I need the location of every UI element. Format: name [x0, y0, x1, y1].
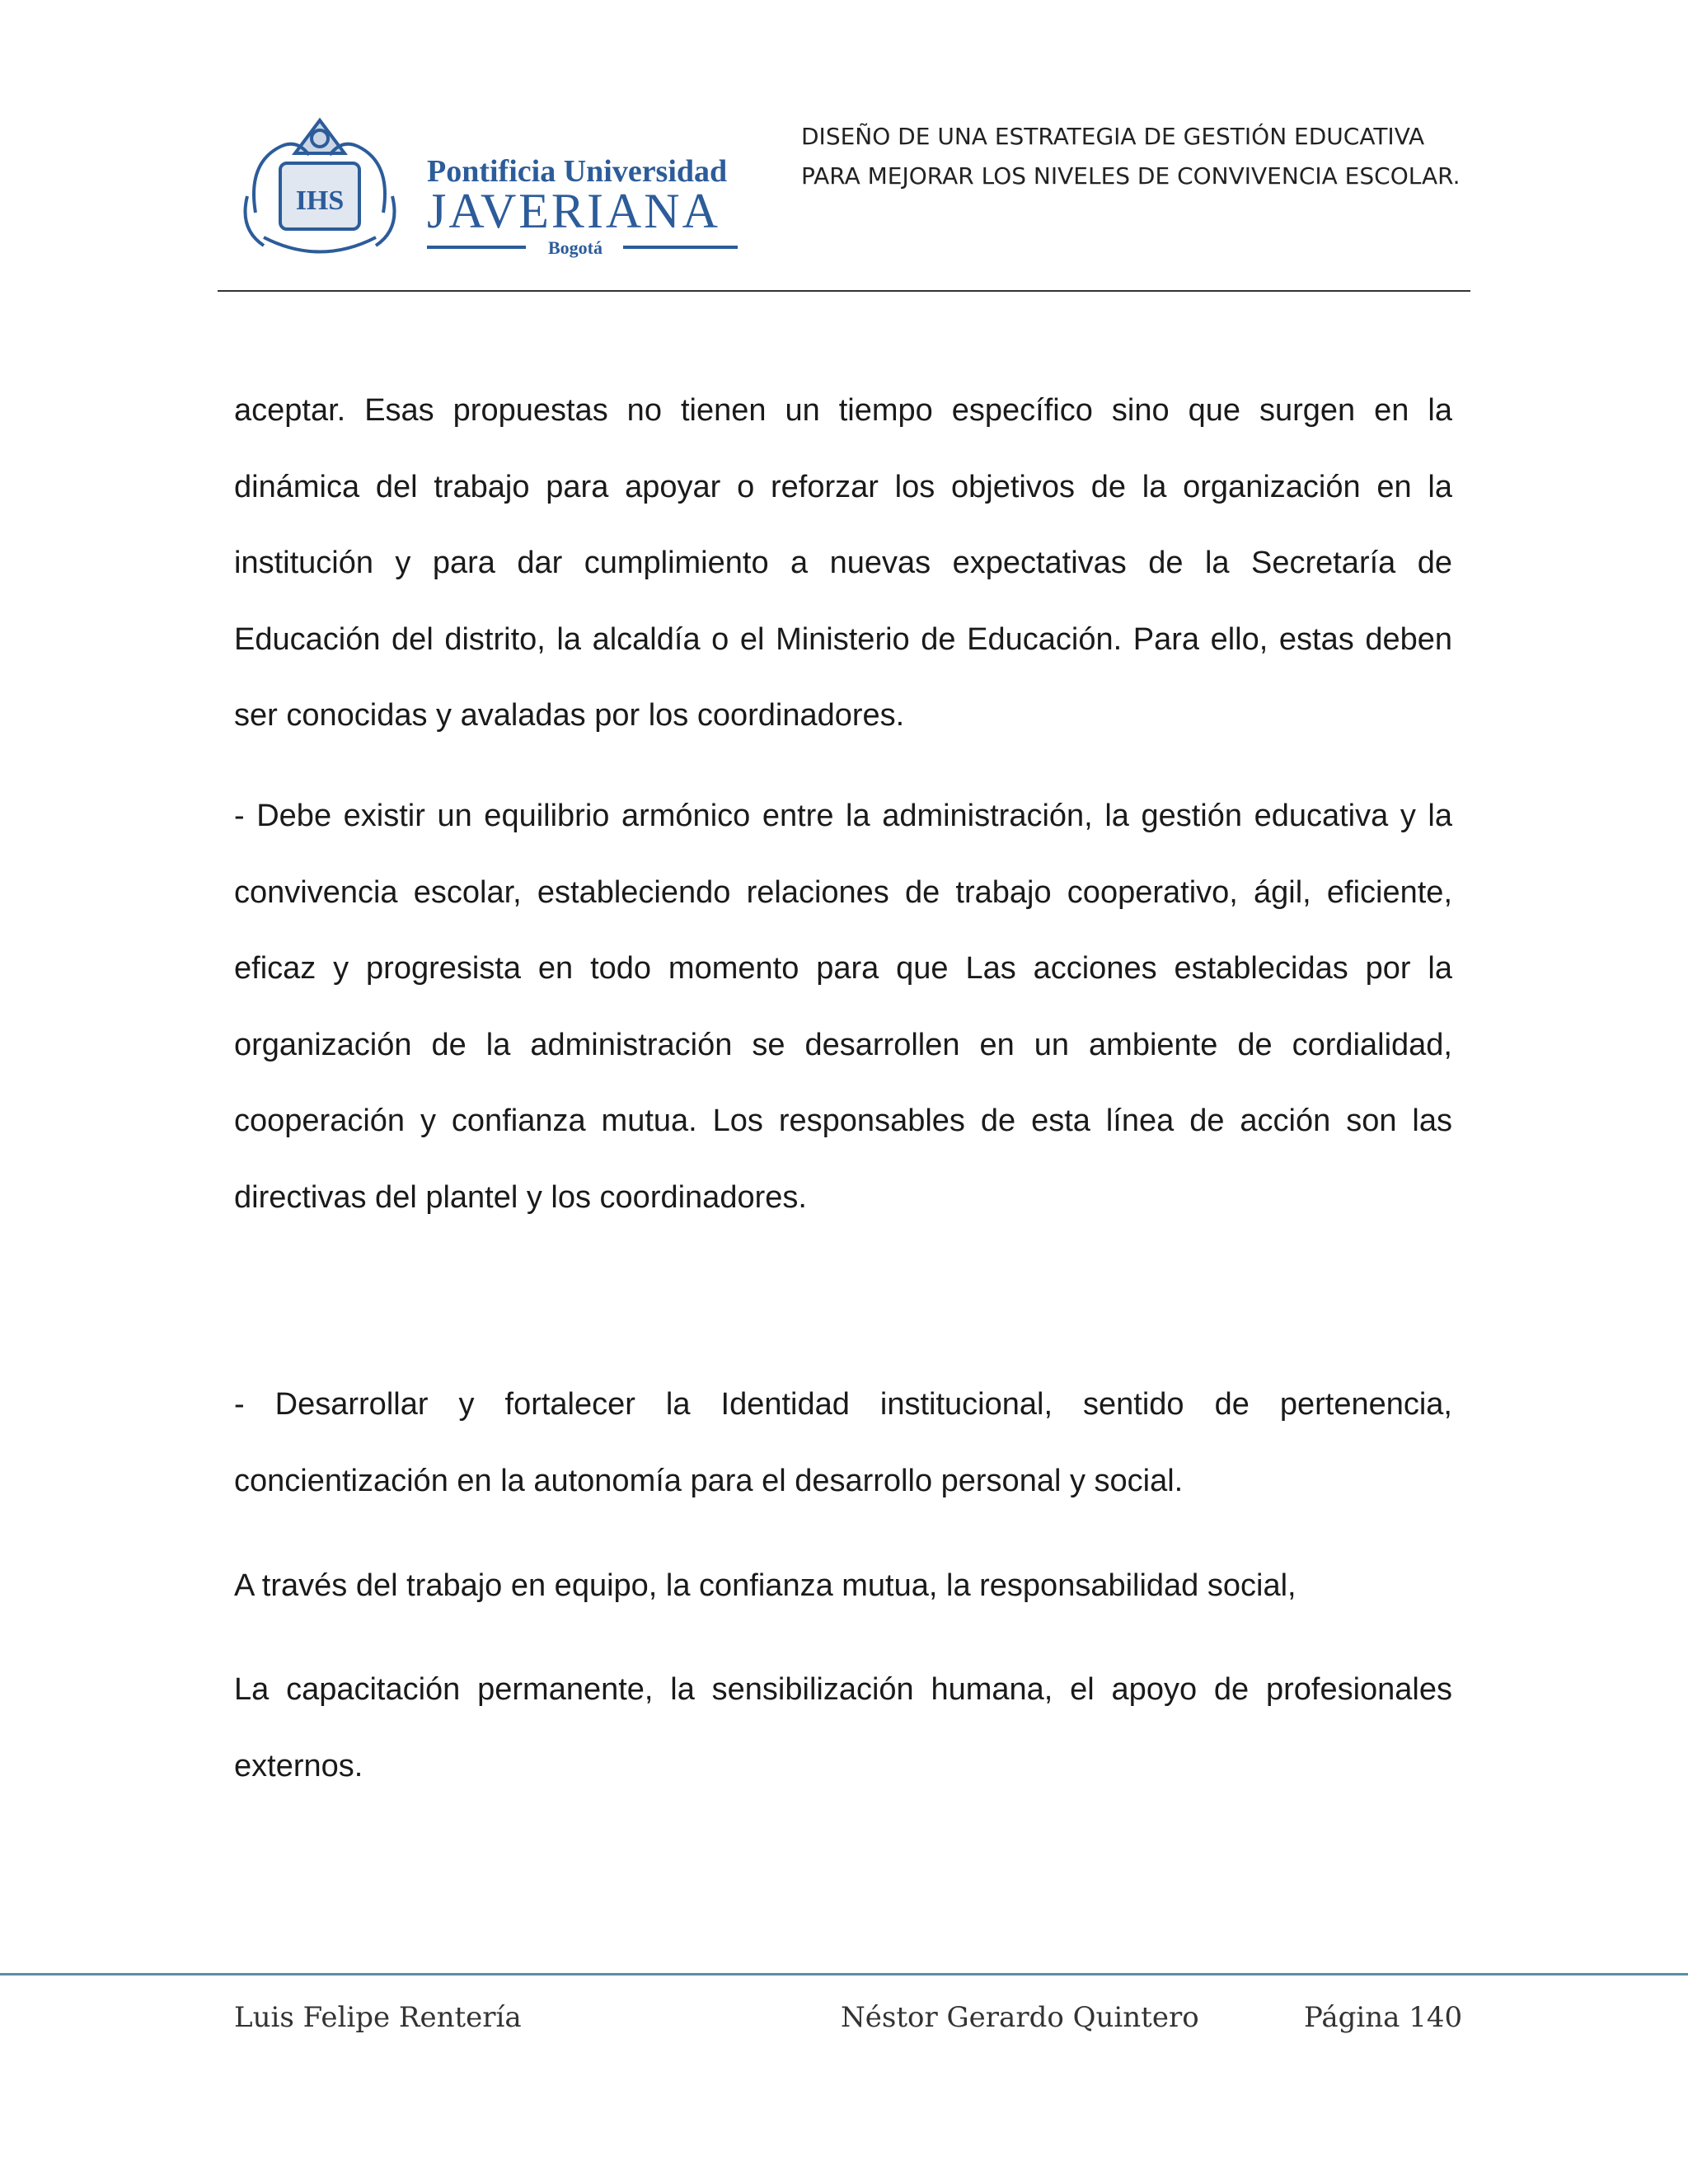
paragraph-3: - Desarrollar y fortalecer la Identidad institucional, sentido de pertenencia, concientización en la autonomía para el desarrollo personal y social. — [234, 1387, 1452, 1498]
logo-line2: JAVERIANA — [427, 184, 720, 238]
header-title-line1: DISEÑO DE UNA ESTRATEGIA DE GESTIÓN EDUCATIVA — [801, 123, 1425, 150]
paragraph-1: aceptar. Esas propuestas no tienen un tiempo específico sino que surgen en la dinámica del trabajo para apoyar o reforzar los objetivos de la organización en la institución y para dar cumplimiento a nuevas expectativas de la Secretaría de Educación del distrito, la alcaldía o el Ministerio de Educación. Para ello, estas deben ser conocidas y avaladas por los coordinadores. — [234, 393, 1452, 733]
university-logo — [231, 114, 742, 262]
document-header-title — [801, 117, 1477, 196]
paragraph-2: - Debe existir un equilibrio armónico entre la administración, la gestión educativa y la convivencia escolar, estableciendo relaciones de trabajo cooperativo, ágil, eficiente, eficaz y progresista en todo momento para que Las acciones establecidas por la organización de la administración se desarrollen en un ambiente de cordialidad, cooperación y confianza mutua. Los responsables de esta línea de acción son las directivas del plantel y los coordinadores. — [234, 799, 1452, 1215]
paragraph-4: A través del trabajo en equipo, la confianza mutua, la responsabilidad social, — [234, 1568, 1296, 1603]
logo-shield-text: IHS — [295, 185, 345, 216]
header-divider — [218, 290, 1470, 292]
paragraph-5: La capacitación permanente, la sensibilización humana, el apoyo de profesionales externos. — [234, 1672, 1452, 1783]
footer-divider — [0, 1973, 1688, 1975]
header-title-line2: PARA MEJORAR LOS NIVELES DE CONVIVENCIA ESCOLAR. — [801, 162, 1461, 190]
footer-page-number: Página 140 — [1304, 2001, 1463, 2034]
footer-author-1: Luis Felipe Rentería — [234, 2001, 522, 2034]
logo-line3: Bogotá — [548, 237, 603, 258]
footer-author-2: Néstor Gerardo Quintero — [841, 2001, 1199, 2034]
logo-line1: Pontificia Universidad — [427, 154, 728, 189]
